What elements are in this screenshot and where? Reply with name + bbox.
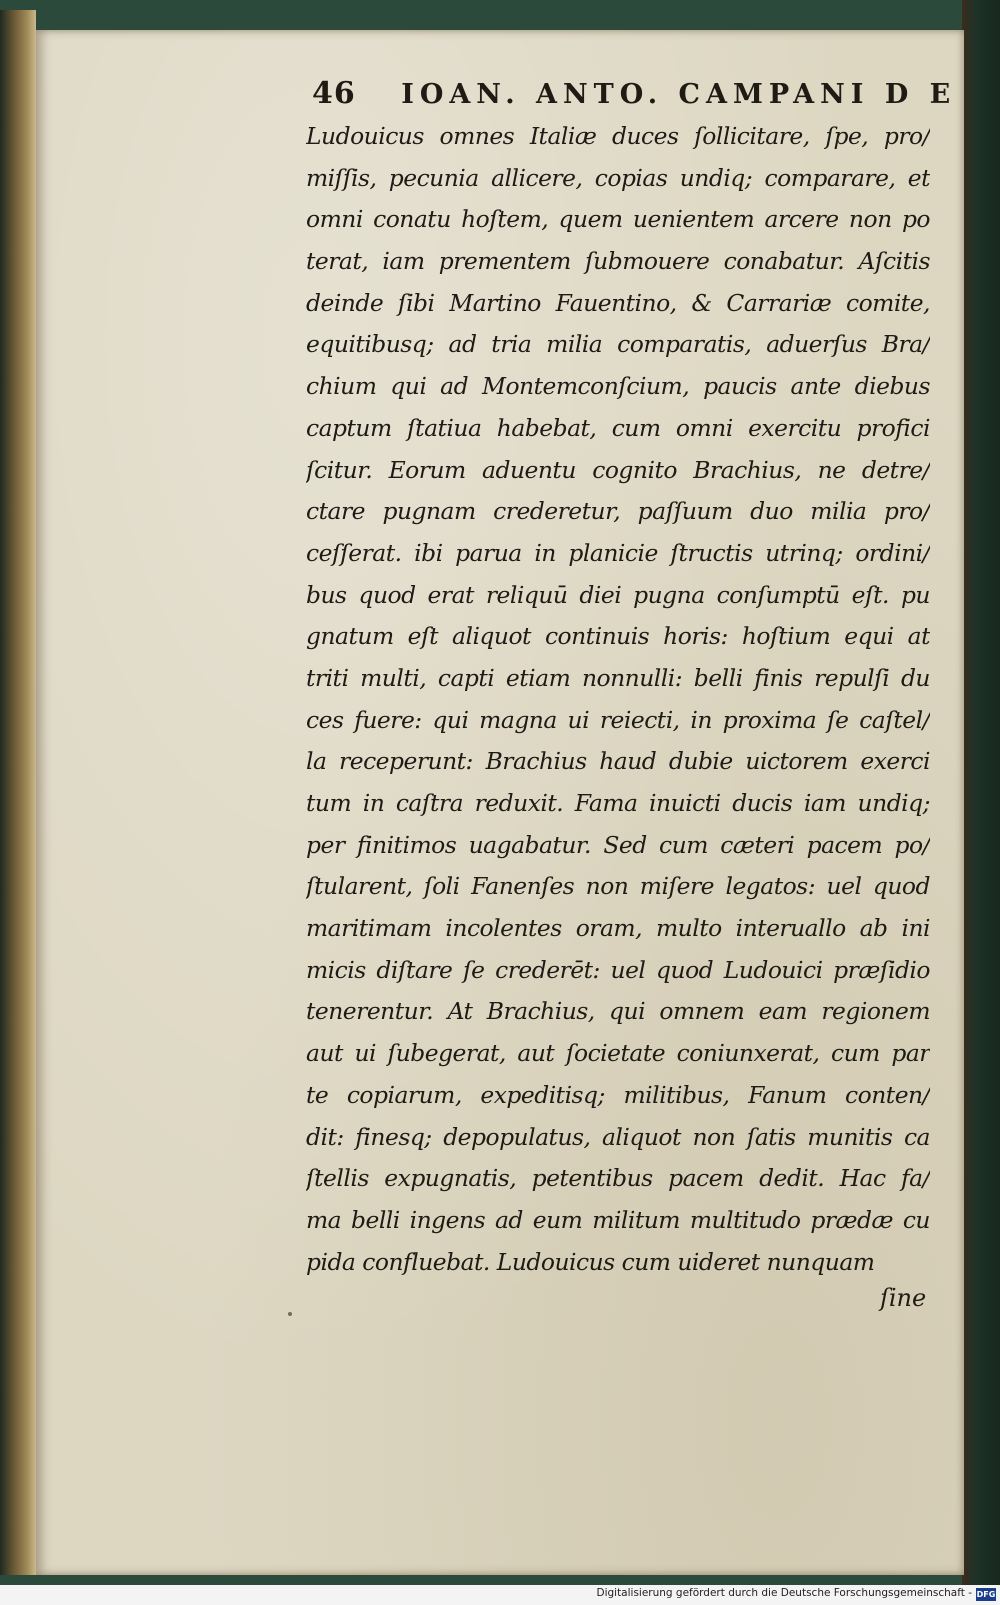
text-line: miſſis, pecunia allicere, copias undiq; comparare, et	[306, 163, 930, 192]
text-line: ſtellis expugnatis, petentibus pacem dedit. Hac fa/	[306, 1164, 930, 1193]
text-line: aut ui ſubegerat, aut ſocietate coniunxerat, cum par	[306, 1039, 930, 1068]
binding-edge-left	[0, 10, 36, 1575]
text-line: tum in caſtra reduxit. Fama inuicti ducis iam undiq;	[306, 789, 930, 817]
catchword: ſine	[880, 1284, 927, 1312]
text-line: equitibusq; ad tria milia comparatis, aduerſus Bra/	[306, 330, 930, 359]
text-line: tenerentur. At Brachius, qui omnem eam regionem	[306, 997, 930, 1026]
text-line: la receperunt: Brachius haud dubie uictorem exerci	[306, 747, 930, 776]
dfg-logo-icon: DFG	[976, 1590, 996, 1599]
text-line: ſtularent, ſoli Fanenſes non miſere legatos: uel quod	[306, 872, 930, 901]
text-line: ctare pugnam crederetur, paſſuum duo milia pro/	[306, 497, 930, 526]
text-line: gnatum eſt aliquot continuis horis: hoſtium equi at	[306, 622, 930, 651]
text-line: pida confluebat. Ludouicus cum uideret nunquam	[306, 1247, 875, 1276]
text-line: triti multi, capti etiam nonnulli: belli finis repulſi du	[306, 663, 930, 692]
text-line: ceſſerat. ibi parua in planicie ſtructis utrinq; ordini/	[306, 538, 930, 567]
text-line: bus quod erat reliquū diei pugna conſumptū eſt. pu	[306, 580, 930, 609]
text-line: micis diſtare ſe crederēt: uel quod Ludouici præſidio	[306, 955, 930, 984]
text-line: deinde ſibi Martino Fauentino, & Carrariæ comite,	[306, 288, 930, 317]
text-line: maritimam incolentes oram, multo interuallo ab ini	[306, 914, 930, 943]
binding-edge-right	[962, 0, 1000, 1585]
digitization-footer	[0, 1585, 1000, 1605]
page-header	[312, 76, 957, 111]
running-head: IOAN. ANTO. CAMPANI D E	[401, 79, 957, 110]
text-line: ma belli ingens ad eum militum multitudo prædæ cu	[306, 1205, 930, 1234]
text-line: ces fuere: qui magna ui reiecti, in proxima ſe caſtel/	[306, 705, 930, 734]
text-line: terat, iam prementem ſubmouere conabatur. Aſcitis	[306, 247, 930, 276]
ink-speck	[288, 1312, 292, 1316]
text-line: per finitimos uagabatur. Sed cum cæteri pacem po/	[306, 830, 930, 859]
text-line: dit: finesq; depopulatus, aliquot non ſatis munitis ca	[306, 1122, 930, 1151]
text-line: Ludouicus omnes Italiæ duces ſollicitare, ſpe, pro/	[306, 122, 930, 150]
text-line: chium qui ad Montemconſcium, paucis ante diebus	[306, 372, 930, 401]
body-text	[306, 116, 930, 1283]
text-line: omni conatu hoſtem, quem uenientem arcere non po	[306, 205, 930, 234]
text-line: ſcitur. Eorum aduentu cognito Brachius, ne detre/	[306, 455, 930, 484]
text-line: te copiarum, expeditisq; militibus, Fanum conten/	[306, 1080, 930, 1109]
page-number: 46	[312, 76, 356, 111]
text-line: captum ſtatiua habebat, cum omni exercitu profici	[306, 413, 930, 442]
footer-credit: Digitalisierung gefördert durch die Deutsche Forschungsgemeinschaft -	[596, 1587, 972, 1599]
